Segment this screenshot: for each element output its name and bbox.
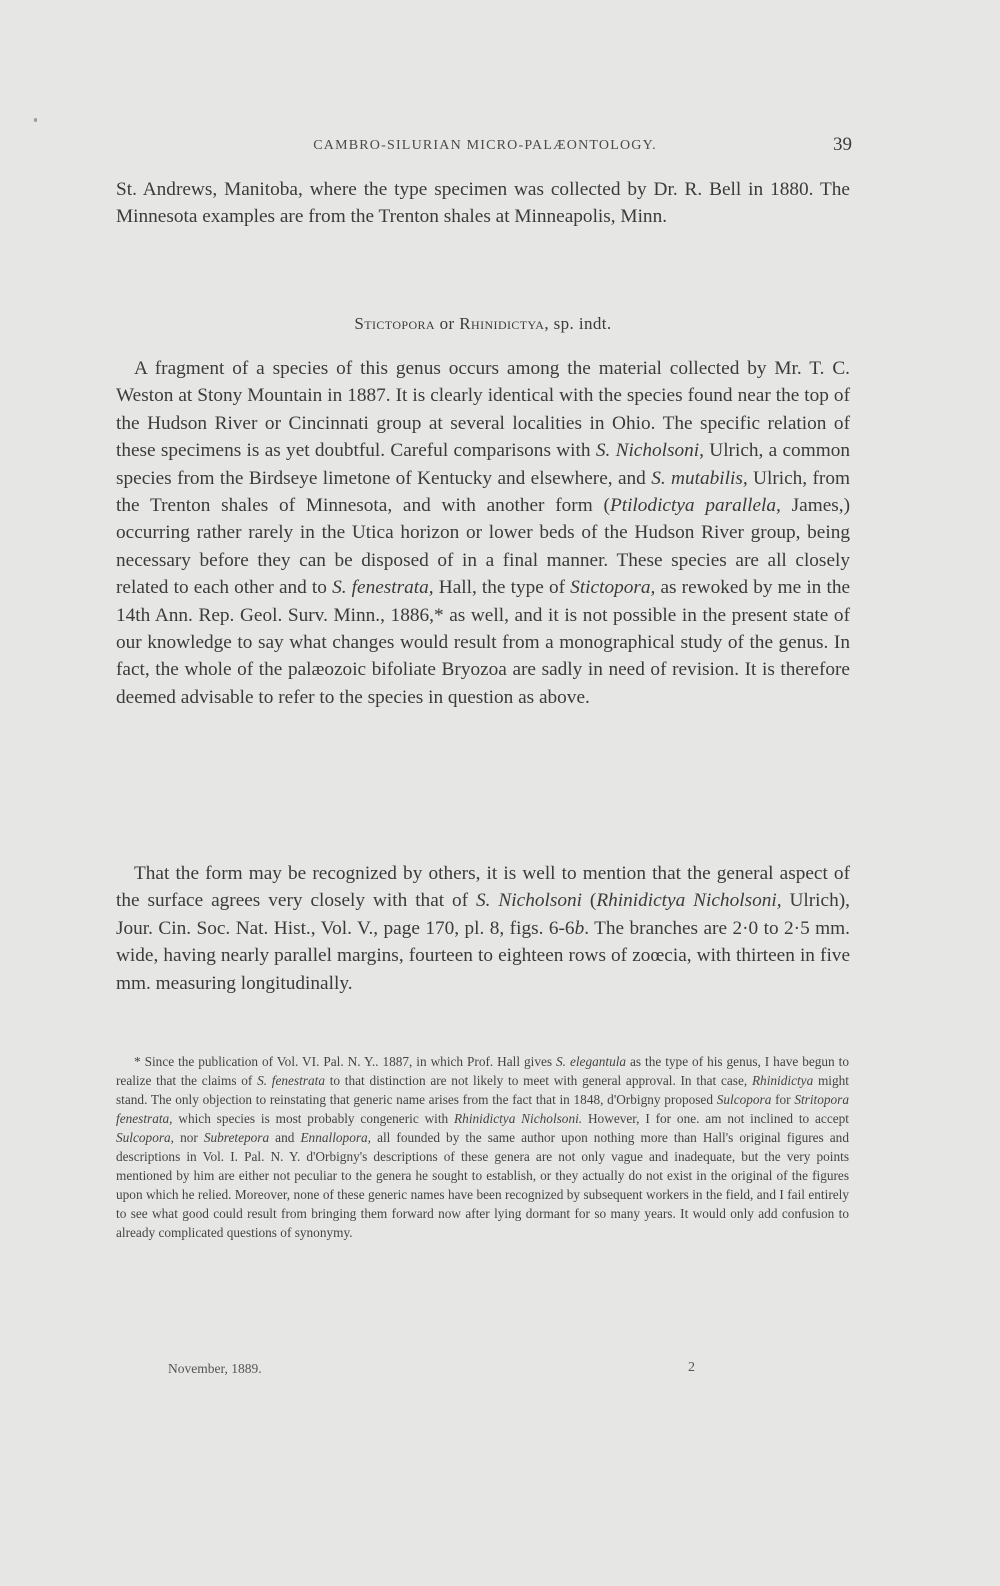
fn-text-7: However, I for one. am not inclined to accept xyxy=(582,1111,849,1126)
p3-italic-3: b xyxy=(574,917,585,939)
fn-text-6: which species is most probably congeneric with xyxy=(172,1111,455,1126)
p2-text-1: A fragment of a species of this genus occurs among the material collected by Mr. T. C. Weston at Stony Mountain in 1887. It is clearly identical with the species found near the top of the Hudson River or Cincinnati group at several localities in Ohio. The specific relation of these specimens is as yet doubtful. Careful comparisons with xyxy=(116,358,850,462)
p3-text-3: Ulrich), Jour. Cin. Soc. Nat. Hist., Vol. V., page 170, pl. 8, figs. 6-6 xyxy=(116,890,850,939)
p2-italic-4: S. fenestrata, xyxy=(332,577,434,599)
p3-italic-1: S. Nicholsoni xyxy=(476,890,582,912)
heading-genus-2: Rhinidictya xyxy=(459,314,545,333)
p2-text-2: Ulrich, a common species from the Birdseye limetone of Kentucky and elsewhere, and xyxy=(116,440,850,489)
fn-text-3: to that distinction are not likely to meet with general approval. In that case, xyxy=(324,1073,752,1088)
signature-mark: 2 xyxy=(688,1360,695,1375)
fn-italic-5: Stritopora fenestrata, xyxy=(116,1092,849,1126)
p3-italic-2: Rhinidictya Nicholsoni, xyxy=(596,890,782,912)
running-head xyxy=(118,134,852,160)
fn-text-9: and xyxy=(269,1130,301,1145)
paragraph-1 xyxy=(116,176,850,231)
paragraph-1-text: St. Andrews, Manitoba, where the type specimen was collected by Dr. R. Bell in 1880. The Minnesota examples are from the Trenton shales at Minneapolis, Minn. xyxy=(116,179,850,228)
paragraph-2 xyxy=(116,355,850,711)
fn-text-8: nor xyxy=(174,1130,204,1145)
p3-text-1: That the form may be recognized by others, it is well to mention that the general aspect of the surface agrees very closely with that of xyxy=(116,863,850,912)
fn-italic-2: S. fenestrata xyxy=(257,1073,325,1088)
fn-italic-6: Rhinidictya Nicholsoni. xyxy=(454,1111,583,1126)
fn-text-4: might stand. The only objection to reinstating that generic name arises from the fact that in 1848, d'Orbigny proposed xyxy=(116,1073,849,1107)
p2-italic-1: S. Nicholsoni, xyxy=(595,440,704,462)
p3-text-4: . The branches are 2·0 to 2·5 mm. wide, having nearly parallel margins, fourteen to eighteen rows of zoœcia, with thirteen in five mm. measuring longitudinally. xyxy=(116,917,851,994)
section-heading xyxy=(116,314,850,334)
p2-text-3: Ulrich, from the Trenton shales of Minnesota, and with another form ( xyxy=(116,467,850,517)
p2-italic-5: Stictopora, xyxy=(570,577,656,599)
heading-rest: , sp. indt. xyxy=(544,314,612,333)
fn-text-10: all founded by the same author upon nothing more than Hall's original figures and descriptions in Vol. I. Pal. N. Y. d'Orbigny's descriptions of these genera are not only vague and inadequate, but the very points mentioned by him are either not peculiar to the genera he sought to establish, or they actually do not exist in the original of the figures upon which he relied. Moreover, none of these generic names have been recognized by subsequent workers in the field, and I fail entirely to see what good could result from bringing them forward now after lying dormant for so many years. It would only add confusion to already complicated questions of synonymy. xyxy=(116,1130,849,1240)
running-title: CAMBRO-SILURIAN MICRO-PALÆONTOLOGY. xyxy=(313,138,657,153)
p2-text-6: as rewoked by me in the 14th Ann. Rep. Geol. Surv. Minn., 1886,* as well, and it is not possible in the present state of our knowledge to say what changes would result from a monographical study of the genus. In fact, the whole of the palæozoic bifoliate Bryozoa are sadly in need of revision. It is therefore deemed advisable to refer to the species in question as above. xyxy=(116,577,851,708)
fn-italic-8: Subretepora xyxy=(203,1130,270,1145)
fn-italic-9: Ennallopora, xyxy=(300,1130,371,1145)
paragraph-3 xyxy=(116,860,850,997)
fn-italic-7: Sulcopora, xyxy=(116,1130,174,1145)
page-smudge xyxy=(34,118,37,122)
footnote xyxy=(116,1052,849,1242)
fn-text-5: for xyxy=(771,1092,795,1107)
fn-text-2: as the type of his genus, I have begun to realize that the claims of xyxy=(116,1054,849,1088)
p2-italic-3: Ptilodictya parallela, xyxy=(609,495,781,517)
fn-italic-1: S. elegantula xyxy=(556,1054,627,1069)
footer-date: November, 1889. xyxy=(168,1361,262,1376)
heading-or: or xyxy=(439,314,455,333)
p3-text-2: ( xyxy=(581,890,597,912)
page-number: 39 xyxy=(833,134,852,155)
fn-italic-3: Rhinidictya xyxy=(751,1073,814,1088)
p2-italic-2: S. mutabilis, xyxy=(651,467,748,489)
fn-italic-4: Sulcopora xyxy=(716,1092,772,1107)
p2-text-5: Hall, the type of xyxy=(433,577,571,599)
heading-genus-1: Stictopora xyxy=(354,314,435,333)
fn-text-1: * Since the publication of Vol. VI. Pal. N. Y.. 1887, in which Prof. Hall gives xyxy=(134,1054,557,1069)
p2-text-4: James,) occurring rather rarely in the Utica horizon or lower beds of the Hudson River group, being necessary before they can be disposed of in a final manner. These species are all closely related to each other and to xyxy=(116,495,851,599)
